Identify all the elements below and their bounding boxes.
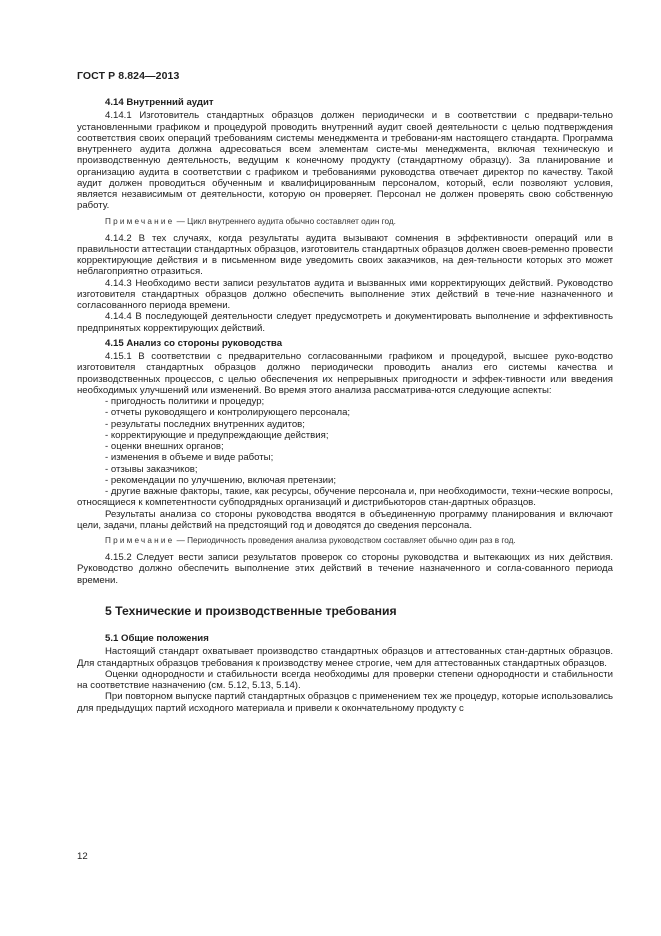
paragraph-5-1-2: Оценки однородности и стабильности всегда необходимы для проверки степени однородности и стабильности на соответствие назначению (см. 5.12, 5.13, 5.14). [77,668,613,691]
list-item: - корректирующие и предупреждающие действия; [77,430,613,441]
list-item: - пригодность политики и процедур; [77,396,613,407]
list-item: - результаты последних внутренних аудитов; [77,419,613,430]
paragraph-4-14-4: 4.14.4 В последующей деятельности следует предусмотреть и документировать выполнение и эффективность предпринятых корректирующих действий. [77,311,613,334]
paragraph-5-1-3: При повторном выпуске партий стандартных образцов с применением тех же процедур, которые использовались для предыдущих партий исходного материала и привели к окончательному продукту с [77,691,613,714]
list-item: - оценки внешних органов; [77,441,613,452]
section-4-15-heading: 4.15 Анализ со стороны руководства [105,337,283,349]
document-id-header: ГОСТ Р 8.824—2013 [77,70,180,82]
list-item: - отчеты руководящего и контролирующего персонала; [77,407,613,418]
list-item: - рекомендации по улучшению, включая претензии; [77,475,613,486]
document-body [77,97,613,714]
note-label: Примечание [105,536,175,545]
note-4-14 [77,216,613,227]
section-5-1-heading: 5.1 Общие положения [105,633,209,644]
list-item: - отзывы заказчиков; [77,464,613,475]
note-text: — Периодичность проведения анализа руководством составляет обычно один раз в год. [176,536,516,545]
paragraph-4-15-1: 4.15.1 В соответствии с предварительно согласованными графиком и процедурой, высшее руко-водство изготовителя стандартных образцов должно периодически проводить анализ его системы качества и производственных процессов, с целью обеспечения их непрерывных пригодности и эффек-тивности или введения необходимых улучшений или изменений. Во время этого анализа рассматрива-ются следующие аспекты: [77,351,613,396]
paragraph-5-1-1: Настоящий стандарт охватывает производство стандартных образцов и аттестованных стан-дартных образцов. Для стандартных образцов требования к производству менее строгие, чем для аттестованных стандартных образцов. [77,646,613,669]
paragraph-4-15-2: 4.15.2 Следует вести записи результатов проверок со стороны руководства и вытекающих из них действия. Руководство должно обеспечить выполнение этих действий в течение назначенного и согла-сованного периода времени. [77,552,613,586]
paragraph-4-14-2: 4.14.2 В тех случаях, когда результаты аудита вызывают сомнения в эффективности операций или в правильности аттестации стандартных образцов, изготовитель стандартных образцов должен своев-ременно провести корректирующие действия и в письменном виде уведомить своих заказчиков, на дея-тельности которых это может неблагоприятно отразиться. [77,232,613,278]
paragraph-4-14-1: 4.14.1 Изготовитель стандартных образцов должен периодически и в соответствии с предвари-тельно установленными графиком и процедурой проводить внутренний аудит своей деятельности с целью подтверждения соответствия своих операций требованиям системы менеджмента и требовани-ям настоящего стандарта. Программа внутреннего аудита должна адресоваться всем элементам систе-мы менеджмента, включая техническую и производственную деятельность, ведущим к конечному продукту (стандартному образцу). За планирование и организацию аудита в соответствии с графиком и требованиями руководства отвечает директор по качеству. Такой аудит должен проводиться обученным и квалифицированным персоналом, который, если позволяют условия, является независимым от деятельности, которую он проверяет. Персонал не должен проверять свою собственную работу. [77,110,613,212]
list-item: - другие важные факторы, такие, как ресурсы, обучение персонала и, при необходимости, техни-ческие вопросы, относящиеся к компетентности субподрядных организаций и дистрибьюторов стан-дартных образцов. [77,486,613,509]
aspects-list [77,396,613,509]
note-4-15 [77,535,613,546]
section-5-heading: 5 Технические и производственные требования [105,603,397,618]
paragraph-4-14-3: 4.14.3 Необходимо вести записи результатов аудита и вызванных ими корректирующих действий. Руководство изготовителя стандартных образцов должно обеспечить выполнение этих действий в тече-ние назначенного и согласованного периода времени. [77,277,613,311]
paragraph-4-15-results: Результаты анализа со стороны руководства вводятся в объединенную программу планирования и включают цели, задачи, планы действий на предстоящий год и доводятся до сведения персонала. [77,508,613,531]
note-text: — Цикл внутреннего аудита обычно составляет один год. [176,216,396,226]
list-item: - изменения в объеме и виде работы; [77,452,613,463]
section-4-14-heading: 4.14 Внутренний аудит [105,97,214,108]
note-label: Примечание [105,216,175,226]
page-number: 12 [77,851,88,862]
